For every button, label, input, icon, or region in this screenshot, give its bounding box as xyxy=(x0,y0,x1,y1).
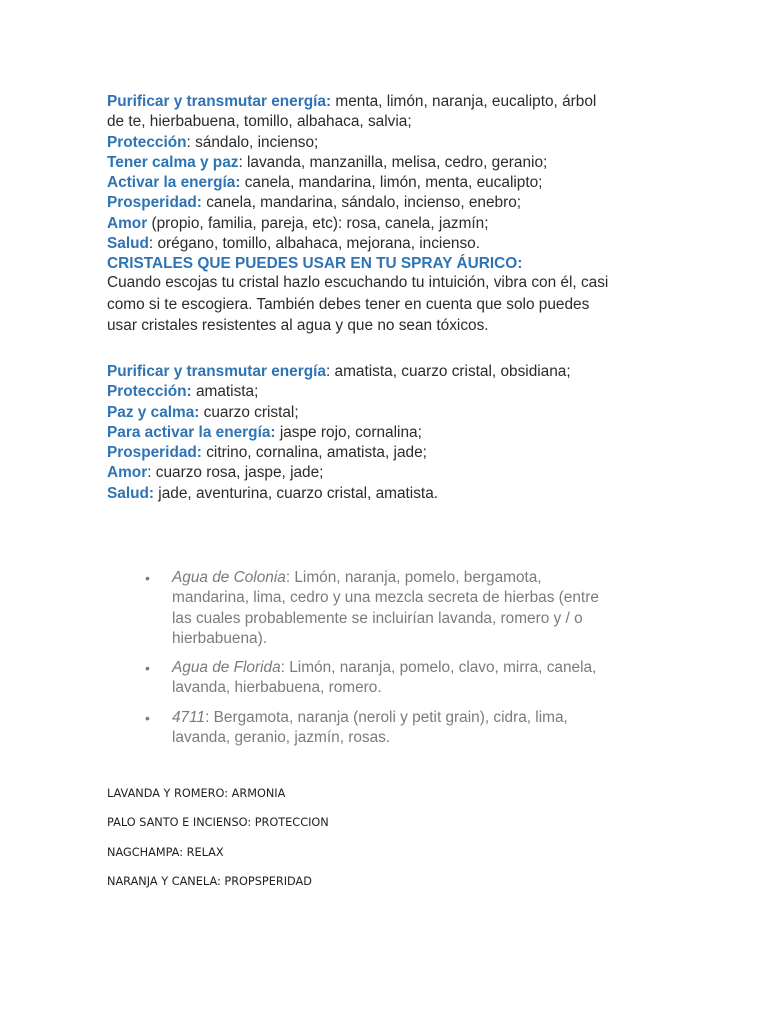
crystal-line xyxy=(107,463,697,483)
list-item xyxy=(145,658,665,699)
bullet-icon: • xyxy=(145,660,150,677)
herbs-section xyxy=(107,92,697,275)
list-item xyxy=(145,708,665,749)
water-name: Agua de Colonia xyxy=(172,569,286,586)
crystal-key: Amor xyxy=(107,464,148,482)
herb-key: Protección xyxy=(107,133,187,151)
crystal-value: cuarzo cristal; xyxy=(199,403,299,421)
intro-line: usar cristales resistentes al agua y que no sean tóxicos. xyxy=(107,317,489,334)
crystal-key: Salud: xyxy=(107,484,155,502)
intro-line: como si te escogiera. También debes tener en cuenta que solo puedes xyxy=(107,295,590,313)
herb-line xyxy=(107,173,697,193)
crystal-line xyxy=(107,484,697,504)
herb-line xyxy=(107,153,697,173)
herb-value: : orégano, tomillo, albahaca, mejorana, incienso. xyxy=(148,235,481,253)
herb-key: Purificar y transmutar energía: xyxy=(107,93,332,110)
herb-key: Salud xyxy=(107,235,149,253)
herb-line xyxy=(107,234,697,254)
crystal-key: Para activar la energía: xyxy=(107,423,276,441)
water-text: hierbabuena). xyxy=(172,629,267,647)
herb-value: menta, limón, naranja, eucalipto, árbol xyxy=(331,93,597,110)
crystals-intro xyxy=(107,272,697,337)
crystal-key: Prosperidad: xyxy=(107,444,202,462)
water-text: : Bergamota, naranja (neroli y petit grain), cidra, lima, xyxy=(205,708,568,726)
herb-value: : lavanda, manzanilla, melisa, cedro, geranio; xyxy=(238,153,548,171)
water-text: : Limón, naranja, pomelo, bergamota, xyxy=(285,569,542,586)
crystal-key: Protección: xyxy=(107,383,192,401)
crystal-line xyxy=(107,443,697,463)
list-item xyxy=(145,568,665,649)
crystal-value: jade, aventurina, cuarzo cristal, amatista. xyxy=(154,484,439,502)
bullet-icon: • xyxy=(145,570,150,586)
herb-value: canela, mandarina, sándalo, incienso, enebro; xyxy=(201,194,522,212)
crystal-value: amatista; xyxy=(191,383,259,401)
waters-list xyxy=(145,568,665,757)
crystal-key: Purificar y transmutar energía xyxy=(107,363,326,380)
herb-key: Prosperidad: xyxy=(107,194,202,212)
crystal-value: : cuarzo rosa, jaspe, jade; xyxy=(147,464,324,482)
footer-note: NAGCHAMPA: RELAX xyxy=(107,846,224,859)
herb-value: de te, hierbabuena, tomillo, albahaca, salvia; xyxy=(107,113,412,131)
water-text: las cuales probablemente se incluirían lavanda, romero y / o xyxy=(172,609,583,627)
herb-key: Tener calma y paz xyxy=(107,153,239,171)
footer-note: LAVANDA Y ROMERO: ARMONIA xyxy=(107,787,286,800)
herb-line xyxy=(107,133,697,153)
herb-key: Activar la energía: xyxy=(107,174,241,192)
water-name: Agua de Florida xyxy=(172,659,281,677)
herb-line xyxy=(107,193,697,213)
herb-line xyxy=(107,112,697,132)
footer-note: PALO SANTO E INCIENSO: PROTECCION xyxy=(107,816,329,829)
crystal-value: jaspe rojo, cornalina; xyxy=(275,423,422,441)
water-text: mandarina, lima, cedro y una mezcla secreta de hierbas (entre xyxy=(172,589,599,607)
crystal-value: citrino, cornalina, amatista, jade; xyxy=(201,444,427,462)
herb-value: : sándalo, incienso; xyxy=(186,133,319,151)
bullet-icon: • xyxy=(145,709,150,726)
herb-value: canela, mandarina, limón, menta, eucalipto; xyxy=(240,174,543,192)
herb-key: Amor xyxy=(107,214,148,232)
crystal-key: Paz y calma: xyxy=(107,403,200,421)
herb-line xyxy=(107,214,697,234)
footer-note: NARANJA Y CANELA: PROPSPERIDAD xyxy=(107,875,312,888)
crystals-heading: CRISTALES QUE PUEDES USAR EN TU SPRAY ÁURICO: xyxy=(107,255,523,273)
water-name: 4711 xyxy=(172,708,206,726)
intro-line: Cuando escojas tu cristal hazlo escuchando tu intuición, vibra con él, casi xyxy=(107,274,609,291)
crystal-line xyxy=(107,403,697,423)
crystal-line xyxy=(107,382,697,402)
crystal-value: : amatista, cuarzo cristal, obsidiana; xyxy=(325,363,571,380)
herb-value: (propio, familia, pareja, etc): rosa, canela, jazmín; xyxy=(147,214,489,232)
water-text: : Limón, naranja, pomelo, clavo, mirra, canela, xyxy=(280,659,597,677)
herb-line xyxy=(107,92,697,112)
crystal-line xyxy=(107,423,697,443)
crystal-line xyxy=(107,362,697,382)
crystals-section xyxy=(107,362,697,504)
water-text: lavanda, geranio, jazmín, rosas. xyxy=(172,729,391,747)
water-text: lavanda, hierbabuena, romero. xyxy=(172,679,382,697)
